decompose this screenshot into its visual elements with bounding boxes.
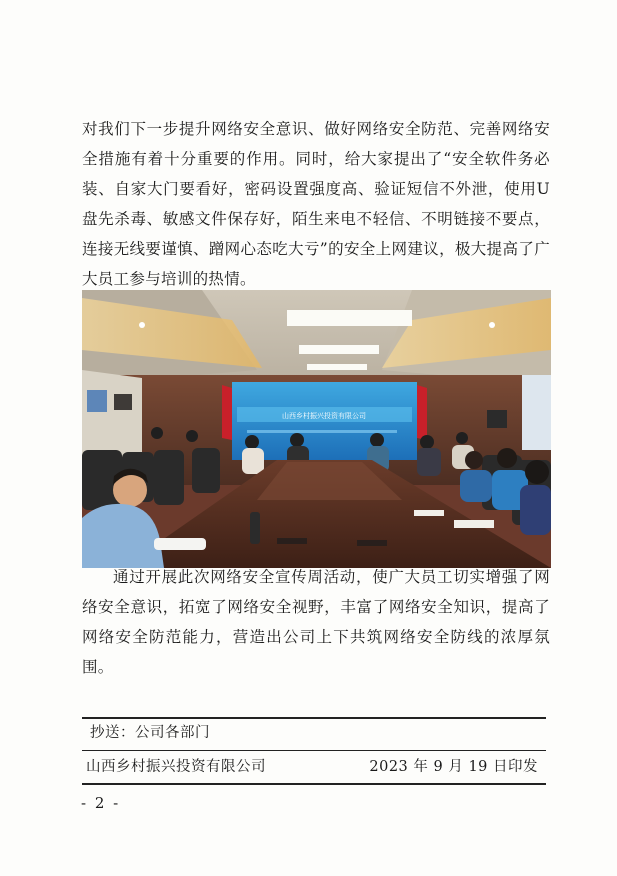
issue-date: 2023 年 9 月 19 日印发 xyxy=(369,759,538,775)
cc-line: 抄送：公司各部门 xyxy=(90,725,210,741)
body-paragraph-1: 对我们下一步提升网络安全意识、做好网络安全防范、完善网络安全措施有着十分重要的作用。同时，给大家提出了“安全软件务必装、自家大门要看好，密码设置强度高、验证短信不外泄，使用U盘先杀毒、敏感文件保存好，陌生来电不轻信、不明链接不要点，连接无线要谨慎、蹭网心态吃大亏”的安全上网建议，极大提高了广大员工参与培训的热情。 xyxy=(82,120,550,288)
meeting-photo xyxy=(82,290,551,568)
page-number: - 2 - xyxy=(81,794,121,812)
footer-rule-bottom xyxy=(82,783,546,785)
issuer-name: 山西乡村振兴投资有限公司 xyxy=(86,759,266,775)
footer-rule-top xyxy=(82,717,546,719)
screen-text: 山西乡村振兴投资有限公司 xyxy=(282,412,366,420)
body-paragraph-2: 通过开展此次网络安全宣传周活动，使广大员工切实增强了网络安全意识，拓宽了网络安全视野，丰富了网络安全知识，提高了网络安全防范能力，营造出公司上下共筑网络安全防线的浓厚氛围。 xyxy=(82,568,550,676)
footer-rule-middle xyxy=(82,750,546,751)
